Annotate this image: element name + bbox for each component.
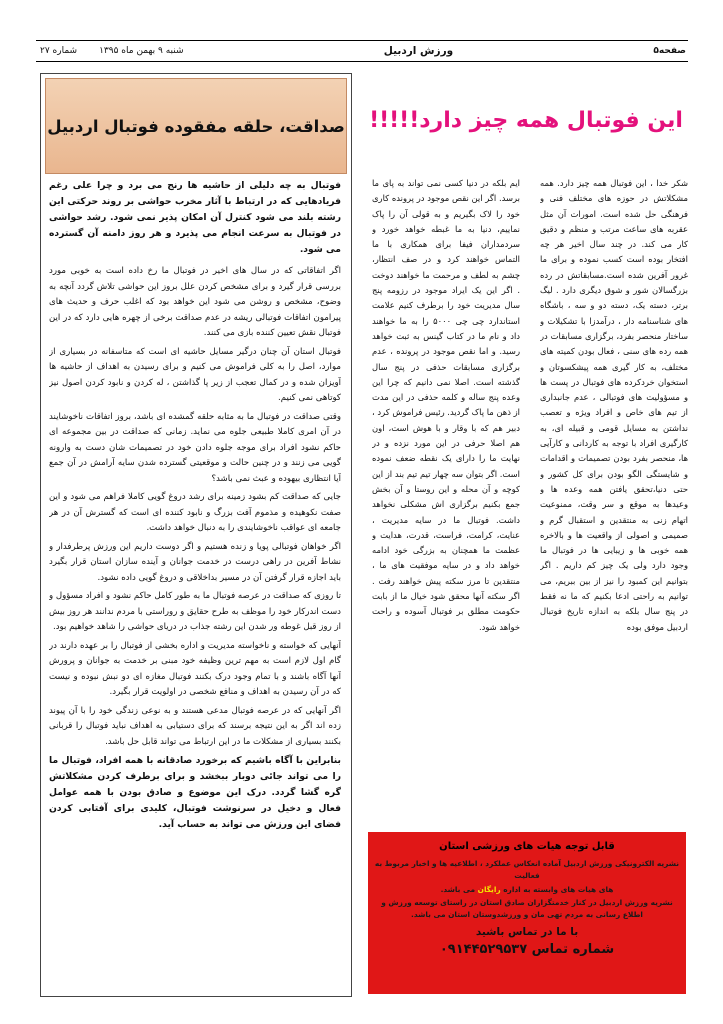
left-article [40,73,352,997]
page-number: صفحه۵ [653,46,686,56]
ad-line-text: می باشد. [440,885,478,894]
right-article-body [368,176,688,866]
issue-number: شماره ۲۷ [40,46,78,56]
page-header [36,40,688,62]
left-article-paragraph: فوتبال استان آن چنان درگیر مسایل حاشیه ای است که متاسفانه در بسیاری از موارد، اصل را به کلی فراموش می کنیم و برای رسیدن به اهداف از حاشیه ها آویزان شده و در کمال تعجب از زیر پا گذاشتن ، له کردن و نابود کردن اصول نیز کوتاهی نمی کنیم. [49,346,341,403]
ad-line: نشریه ورزش اردبیل در کنار خدمتگزاران صادق استان در راستای توسعه ورزش و اطلاع رسانی به مردم تهی مان و ورزشدوستان استان می باشد. [381,898,673,919]
right-article-column-2: ایم بلکه در دنیا کسی نمی تواند به پای ما برسد. اگر این نقص موجود در پرونده کاری خود را لاک بگیریم و به قولی آن را پاک نماییم، دنیا به ما غبطه خواهد خورد و سردمداران فیفا برای همکاری با ما التماس خواهند کرد و در صف انتظار، چشم به لطف و مرحمت ما خواهند دوخت . اگر این یک ایراد موجود در رزومه پنج سال مدیریت خود را برطرف کنیم علامت استاندارد چی چی ۵۰۰۰ را به ما خواهند داد و نام ما در کتاب گینس به ثبت خواهد رسید. و اما نقص موجود در پرونده ، عدم برگزاری مسابقات حذفی در پنج سال گذشته است. اصلا نمی دانیم که چرا این وعده پنج ساله و کلمه حذفی در این مدت از ذهن ما پاک گردید. رئیس فراموش کرد ، دبیر هم که با وقار و با هوش است، اون هم اصلا حرفی در این مورد نزده و در نهایت ما را دارای یک نقطه ضعف نموده است. اگر بتوان سه چهار تیم تیم بند از این کوچه و آن محله و این روستا و آن بخش جمع بکنیم برگزاری اش مشکلی نخواهد داشت. فوتبال ما در سایه مدیریت ، عنایت، کرامت، فراست، قدرت، هدایت و عظمت ما همچنان به بزرگی خود ادامه خواهد داد و در سایه موفقیت های ما ، منتقدین تا مرز سکته پیش خواهند رفت . اگر سکته آنها محقق شود خیال ما از بابت حکومت مطلق بر فوتبال آسوده و راحت خواهد شود. [372,178,520,632]
left-article-paragraph: آنهایی که خواسته و ناخواسته مدیریت و اداره بخشی از فوتبال را بر عهده دارند در گام اول لازم است به مهم ترین وظیفه خود مبنی بر خدمت به جوانان و پرورش آنها آگاه باشند و با تمام وجود درک بکنند فوتبال مغازه ای دو نبش نبوده و نیست که در آن رسیدن به اهداف و منافع شخصی در اولویت قرار بگیرد. [49,640,341,697]
left-article-closing: بنابراین با آگاه باشیم که برخورد صادقانه با همه افراد، فوتبال ما را می تواند جائی دوبار ببخشد و برای برطرف کردن مشکلاتش گره گشا گردد. درک این موضوع و صادق بودن با همه عوامل فعال و دخیل در سرنوشت فوتبال، کلیدی برای آفتابی کردن فضای این ورزش می تواند به حساب آید. [49,755,341,830]
issue-info [36,46,184,56]
section-name: ورزش اردبیل [383,45,454,57]
left-article-paragraph: جایی که صداقت کم بشود زمینه برای رشد دروغ گویی کاملا فراهم می شود و این صفت نکوهیده و مذموم آفت بزرگ و نابود کننده ای است که گسترش آن در هر جامعه ای عواقب ناخوشایندی را به دنبال خواهد داشت. [49,492,341,533]
ad-call: با ما در تماس باشید [475,926,579,938]
ad-phone: شماره تماس ۰۹۱۴۴۵۲۹۵۳۷ [439,942,615,957]
left-article-title: صداقت، حلقه مفقوده فوتبال اردبیل [47,116,345,136]
left-article-lead: فوتبال به چه دلیلی از حاشیه ها رنج می برد و چرا علی رغم فریادهایی که در ارتباط با آثار مخرب حواشی بر روند حرکتی این رشته بلند می شود کنترل آن امکان پذیر نمی شود. رشد حواشی در فوتبال به سرعت انجام می پذیرد و هر روز دامنه آن گسترده می شود. [49,180,341,255]
left-article-body [49,178,341,990]
ad-line [374,884,680,896]
ad-line: نشریه الکترونیکی ورزش اردبیل آماده انعکاس عملکرد ، اطلاعیه ها و اخبار مربوط به فعالیت [374,859,680,880]
issue-date: شنبه ۹ بهمن ماه ۱۳۹۵ [99,46,184,56]
advertisement-box [368,832,686,994]
left-article-paragraph: وقتی صداقت در فوتبال ما به مثابه حلقه گمشده ای باشد، بروز اتفاقات ناخوشایند در آن امری کاملا طبیعی جلوه می نماید. زمانی که صداقت در بین مجموعه ای حاکم نشود افراد برای موجه جلوه دادن خود در تصمیمات شان دست به وارونه گویی می زنند و در چنین حالت و موقعیتی گسترده شدن سایه آرامش در آن جمع آیا انتظاری بیهوده و عبث نمی باشد؟ [49,411,341,484]
left-article-paragraph: اگر خواهان فوتبالی پویا و زنده هستیم و اگر دوست داریم این ورزش پرطرفدار و نشاط آفرین در راهی درست در خدمت جوانان و آینده سازان استان قرار بگیرد باید اجازه قرار گرفتن آن در مسیر بداخلاقی و دروغ گویی داده نشود. [49,541,341,583]
ad-highlight: رایگان [477,885,501,894]
left-article-paragraph: اگر آنهایی که در عرصه فوتبال مدعی هستند و به نوعی زندگی خود را با آن پیوند زده اند اگر به این نتیجه برسند که برای دستیابی به اهداف نباید فوتبال را قربانی بکنند بسیاری از مشکلات ما در این ارتباط می تواند قابل حل باشد. [49,705,341,747]
ad-line-text: های هیات های وابسته به اداره [500,885,614,894]
left-article-paragraph: اگر اتفاقاتی که در سال های اخیر در فوتبال ما رخ داده است به خوبی مورد بررسی قرار گیرد و برای مشخص کردن علل بروز این حواشی تلاش گردد آنچه به وضوح، مشخص و روشن می شود این خواهد بود که اغلب حرف و حدیث های پیرامون اتفاقات فوتبالی ریشه در عدم صداقت برخی از چهره هایی دارد که در این فوتبال نقش تعیین کننده بازی می کنند. [49,266,341,338]
right-article-column-1: شکر خدا ، این فوتبال همه چیز دارد. همه مشکلاتش در حوزه های مختلف فنی و فرهنگی حل شده است. امورات آن مثل عقربه های ساعت مرتب و منظم و دقیق کار می کند. در چند سال اخیر هر چه افتخار بوده است کسب نموده و برای ما غرور آفرین شده است.مسابقاتش در رده بزرگسالان شور و شوق دیگری دارد . لیگ برتر، دسته یک، دسته دو و سه ، باشگاه های شناسنامه دار ، درآمدزا با تشکیلات و ساختار منحصر بفرد، برگزاری مسابقات در همه رده های سنی ، فعال بودن کمیته های مختلف، به کار گیری همه پیشکسوتان و استخوان خردکرده های فوتبال در پست ها و مسؤولیت های فوتبالی ، عدم جانبداری از تیم های خاص و افراد ویژه و تعصب نداشتن به مسایل قومی و قبیله ای، به کارگیری افراد با توجه به کاردانی و کارآیی ها، منحصر بفرد بودن تصمیمات و اقدامات و شایستگی الگو بودن برای کل کشور و حتی دنیا،تحقق یافتن همه وعده ها و وعیدها به موقع و سر وقت، ممنوعیت اتهام زنی به منتقدین و استقبال گرم و صمیمی و اصولی از واقعیت ها و بالاخره همه خوبی ها و زیبایی ها در فوتبال ما وجود دارد ولی یک چیز کم داریم . اگر بتوانیم این کمبود را نیز از بین ببریم، می توانیم به راحتی ادعا بکنیم که ما نه فقط در پنج سال بلکه به اندازه تاریخ فوتبال اردبیل موفق بوده [540,178,688,632]
left-article-paragraph: تا روزی که صداقت در عرصه فوتبال ما به طور کامل حاکم نشود و افراد مسؤول و دست اندرکار خود را موظف به طرح حقایق و روراستی با مردم ندانند هر روز بیش از روز قبل غوطه ور شدن این رشته جذاب در دریای حواشی را شاهد خواهیم بود. [49,591,341,632]
left-article-banner [45,78,347,174]
ad-title: قابل توجه هیات های ورزشی استان [439,841,615,852]
right-article-title: این فوتبال همه چیز دارد!!!!! [369,108,683,133]
